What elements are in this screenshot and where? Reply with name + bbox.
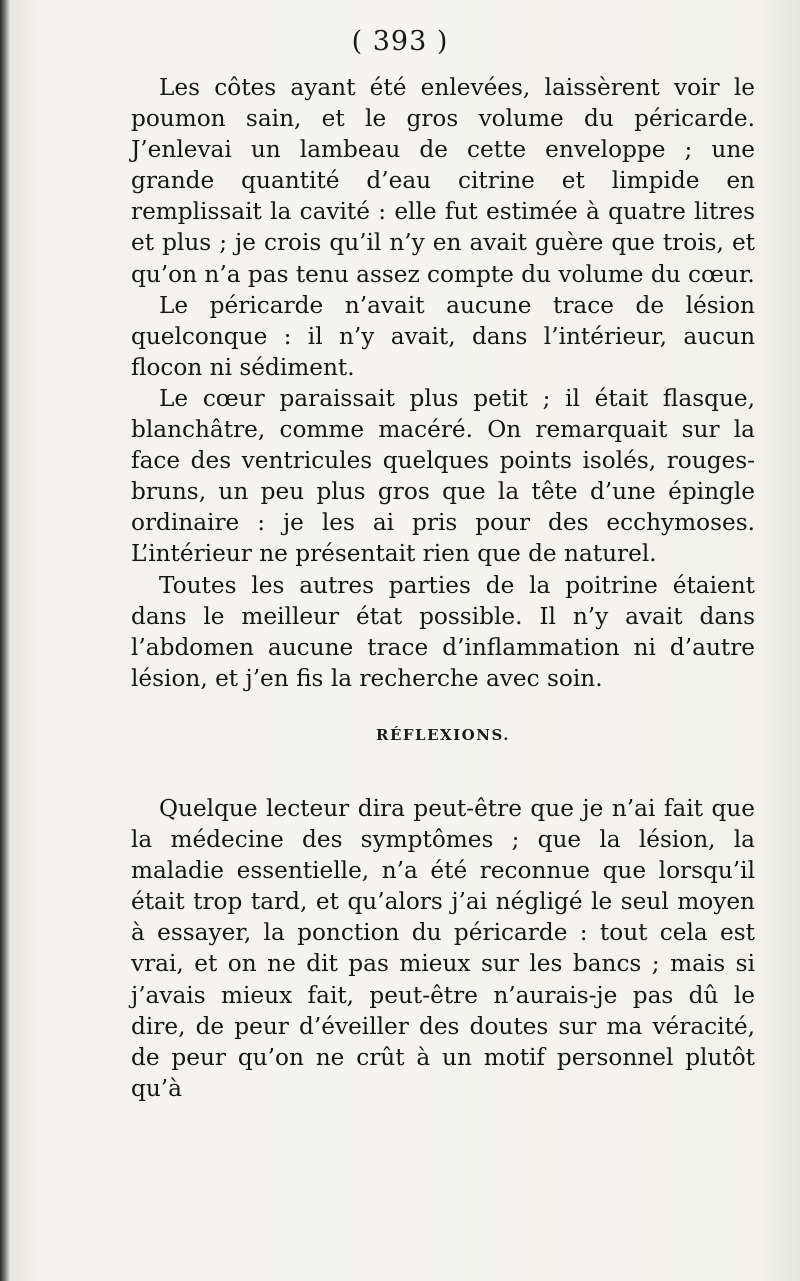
main-text-column [131, 72, 755, 1104]
paragraph-pericardium: Le péricarde n’avait aucune trace de lésion quelconque : il n’y avait, dans l’intérieur, aucun flocon ni sédiment. [131, 291, 755, 381]
paragraph-heart: Le cœur paraissait plus petit ; il était flasque, blanchâtre, comme macéré. On remarquait sur la face des ventricules quelques points isolés, rouges-bruns, un peu plus gros que la tête d’une épingle ordinaire : je les ai pris pour des ecchymoses. L’intérieur ne présentait rien que de naturel. [131, 384, 755, 568]
paragraph-reflections: Quelque lecteur dira peut-être que je n’ai fait que la médecine des symptômes ; que la lésion, la maladie essentielle, n’a été reconnue que lorsqu’il était trop tard, et qu’alors j’ai négligé le seul moyen à essayer, la ponction du péricarde : tout cela est vrai, et on ne dit pas mieux sur les bancs ; mais si j’avais mieux fait, peut-être n’aurais-je pas dû le dire, de peur d’éveiller des doutes sur ma véracité, de peur qu’on ne crût à un motif personnel plutôt qu’à [131, 794, 755, 1102]
paragraph-autopsy-chest: Les côtes ayant été enlevées, laissèrent voir le poumon sain, et le gros volume du péricarde. J’enlevai un lambeau de cette enveloppe ; une grande quantité d’eau citrine et limpide en remplissait la cavité : elle fut estimée à quatre litres et plus ; je crois qu’il n’y en avait guère que trois, et qu’on n’a pas tenu assez compte du volume du cœur. [131, 74, 755, 288]
section-heading: RÉFLEXIONS. [376, 725, 510, 744]
paragraph-other-parts: Toutes les autres parties de la poitrine étaient dans le meilleur état possible. Il n’y avait dans l’abdomen aucune trace d’inflammation ni d’autre lésion, et j’en fis la recherche avec soin. [131, 571, 755, 692]
page-edge-shadow [0, 0, 10, 1281]
page-number: ( 393 ) [351, 26, 449, 57]
